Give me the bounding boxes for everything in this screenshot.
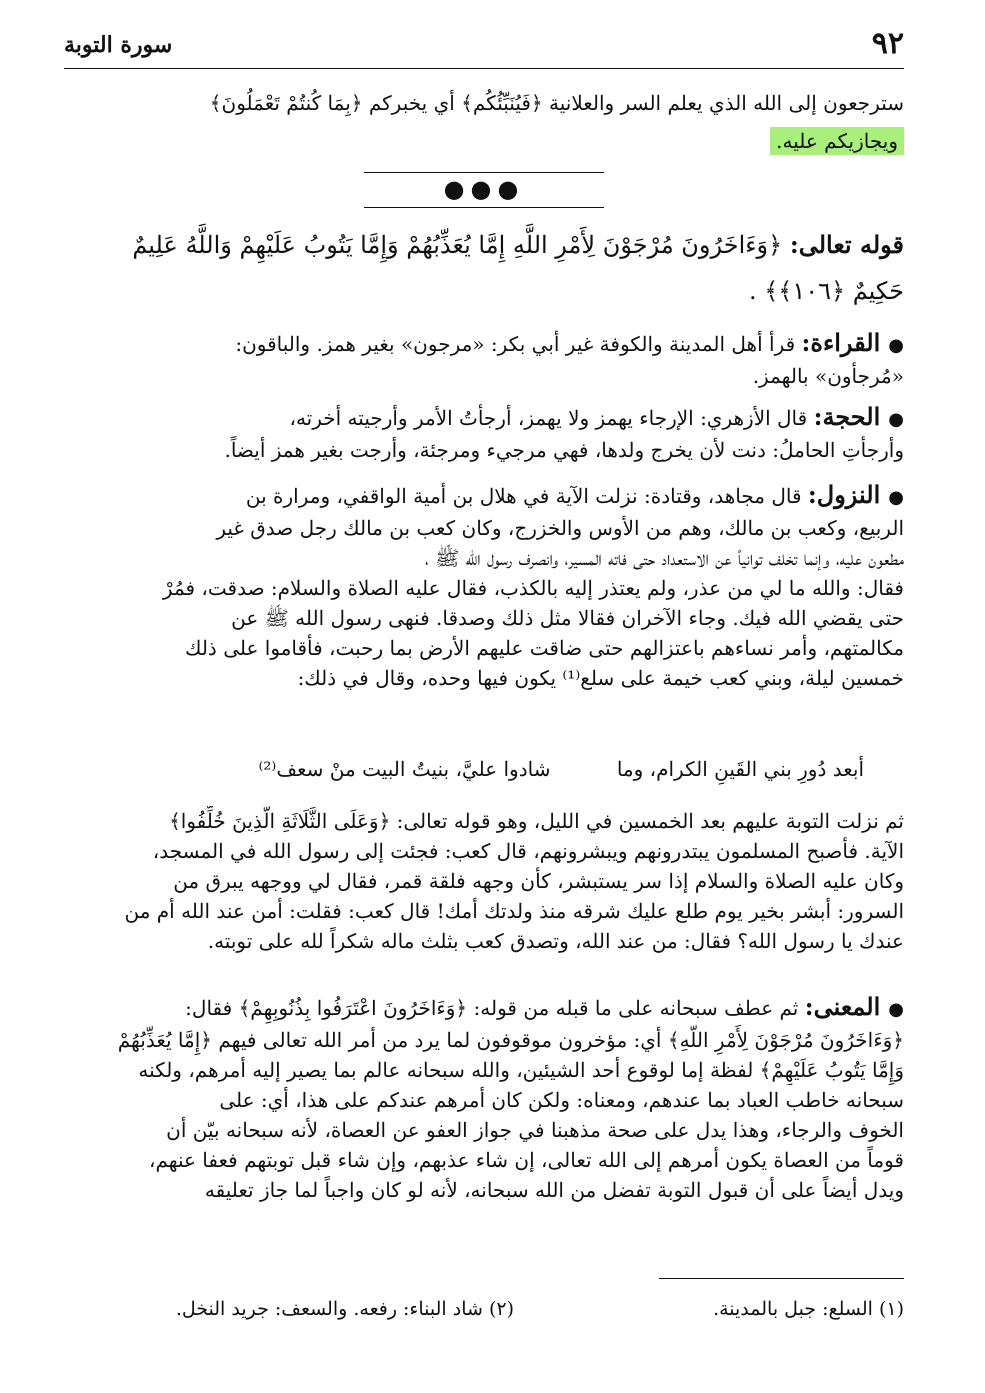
text-line	[64, 402, 904, 435]
text-line: فقال: والله ما لي من عذر، ولم يعتذر إليه بالكذب، فقال عليه الصلاة والسلام: صدقت، فمُرْ	[162, 576, 904, 600]
text-line: مكالمتهم، وأمر نساءهم باعتزالهم حتى ضاقت عليهم الأرض بما رحبت، فأقاموا على ذلك	[184, 636, 904, 660]
text-line	[64, 480, 904, 513]
verse-text: ﴿وَءَاخَرُونَ مُرْجَوْنَ لِأَمْرِ اللَّهِ إِمَّا يُعَذِّبُهُمْ وَإِمَّا يَتُوبُ عَلَيْهِمْ وَاللَّهُ عَلِيمٌ	[132, 231, 783, 259]
line-text: قال مجاهد، وقتادة: نزلت الآية في هلال بن أمية الواقفي، ومرارة بن	[245, 484, 802, 508]
hujja-section	[64, 402, 904, 465]
text-line: خمسين ليلة، وبني كعب خيمة على سلع⁽¹⁾ يكون فيها وحده، وقال في ذلك:	[297, 666, 904, 690]
bullet-icon: ●	[888, 409, 904, 430]
highlighted-text[interactable]: ويجازيكم عليه.	[770, 127, 904, 155]
section-term: القراءة:	[801, 328, 881, 357]
book-page	[64, 0, 904, 1393]
text-line	[64, 992, 904, 1025]
section-term: الحجة:	[813, 402, 881, 431]
surah-title: سورة التوبة	[64, 32, 173, 58]
text-line: ويدل أيضاً على أن قبول التوبة تفضل من الله سبحانه، لأنه لو كان واجباً لما جاز تعليقه	[204, 1178, 904, 1202]
footnote-rule	[659, 1278, 904, 1279]
footnotes	[64, 1298, 904, 1328]
text-line: عندك يا رسول الله؟ فقال: من عند الله، وتصدق كعب بثلث ماله شكراً لله على توبته.	[207, 929, 904, 953]
intro-paragraph	[64, 88, 904, 156]
separator-dots: ●●●	[443, 175, 525, 203]
footnote-2: (٢) شاد البناء: رفعه. والسعف: جريد النخل.	[175, 1298, 514, 1320]
text-line: ﴿وَءَاخَرُونَ مُرْجَوْنَ لِأَمْرِ اللَّهِ﴾ أي: مؤخرون موقوفون لما يرد من أمر الله تعالى فيهم ﴿إِمَّا يُعَذِّبُهُمْ	[117, 1028, 904, 1052]
text-line: الآية. فأصبح المسلمون يبتدرونهم ويبشرونهم، قال كعب: فجئت إلى رسول الله في المسجد،	[152, 839, 904, 863]
text-line: سترجعون إلى الله الذي يعلم السر والعلانية ﴿فَيُنَبِّئُكُم﴾ أي يخبركم ﴿بِمَا كُنتُمْ تَعْمَلُونَ﴾	[209, 91, 904, 115]
header-rule	[64, 68, 904, 69]
text-line	[64, 328, 904, 361]
text-line: الربيع، وكعب بن مالك، وهم من الأوس والخزرج، وكان كعب بن مالك رجل صدق غير	[216, 516, 904, 540]
text-line: قوماً من العصاة يكون أمرهم إلى الله تعالى، إن شاء عذبهم، وإن شاء قبل توبتهم فعفا عنهم،	[149, 1148, 904, 1172]
separator-rule-top	[364, 172, 604, 173]
poem-hemistich-second: شادوا عليَّ، بنيتُ البيت منْ سعف⁽²⁾	[258, 757, 551, 781]
text-line: ثم نزلت التوبة عليهم بعد الخمسين في الليل، وهو قوله تعالى: ﴿وَعَلَى الثَّلَاثَةِ الَّذِينَ خُلِّفُوا﴾	[169, 809, 904, 833]
bullet-icon: ●	[888, 487, 904, 508]
verse-line	[64, 222, 904, 268]
text-line: الخوف والرجاء، وهذا يدل على صحة مذهبنا في جواز العفو عن العصاة، لأنه سبحانه بيّن أن	[166, 1118, 904, 1142]
section-separator	[364, 172, 604, 208]
poem-verse	[198, 757, 864, 781]
line-text: قرأ أهل المدينة والكوفة غير أبي بكر: «مرجون» بغير همز. والباقون:	[235, 332, 796, 356]
verse-block	[64, 222, 904, 314]
bullet-icon: ●	[888, 999, 904, 1020]
qiraa-section	[64, 328, 904, 391]
line-text: قال الأزهري: الإرجاء يهمز ولا يهمز، أرجأتُ الأمر وأرجيته أخرته،	[289, 406, 808, 430]
page-number: ٩٢	[871, 26, 904, 61]
section-term: المعنى:	[804, 992, 881, 1021]
footnote-1: (١) السلع: جبل بالمدينة.	[713, 1298, 904, 1320]
page-header	[64, 26, 904, 64]
line-text: ثم عطف سبحانه على ما قبله من قوله: ﴿وَءَاخَرُونَ اعْتَرَفُوا بِذُنُوبِهِمْ﴾ فقال:	[185, 996, 799, 1020]
after-poem-paragraph	[64, 806, 904, 956]
verse-label: قوله تعالى:	[789, 230, 904, 259]
text-line: حتى يقضي الله فيك. وجاء الآخران فقالا مثل ذلك وصدقا. فنهى رسول الله ﷺ عن	[231, 606, 904, 630]
text-line: السرور: أبشر بخير يوم طلع عليك شرقه منذ ولدتك أمك! قال كعب: فقلت: أمن عند الله أم من	[124, 899, 904, 923]
nuzul-section	[64, 480, 904, 693]
verse-line: حَكِيمٌ ﴿١٠٦﴾﴾ .	[748, 277, 904, 305]
separator-rule-bottom	[364, 207, 604, 208]
bullet-icon: ●	[888, 335, 904, 356]
text-line: مطعون عليه، وإنما تخلف توانياً عن الاستعداد حتى فاته المسير، وانصرف رسول الله ﷺ ،	[424, 546, 904, 570]
text-line: «مُرجأون» بالهمز.	[752, 364, 904, 388]
poem-hemistich-first: أبعد دُورِ بني القَينِ الكرام، وما	[616, 757, 864, 781]
text-line: وَإِمَّا يَتُوبُ عَلَيْهِمْ﴾ لفظة إما لوقوع أحد الشيئين، والله سبحانه عالم بما يصير إليه أمرهم، ولكنه	[138, 1058, 904, 1082]
text-line	[64, 126, 904, 156]
text-line: سبحانه خاطب العباد بما عندهم، ومعناه: ولكن كان أمرهم عندكم على هذا، أي: على	[219, 1088, 904, 1112]
text-line: وكان عليه الصلاة والسلام إذا سر يستبشر، كأن وجهه فلقة قمر، فقال لي ووجهه يبرق من	[173, 869, 904, 893]
section-term: النزول:	[807, 480, 881, 509]
text-line: وأرجأتِ الحاملُ: دنت لأن يخرج ولدها، فهي مرجيء ومرجئة، وأرجت بغير همز أيضاً.	[224, 438, 904, 462]
maana-section	[64, 992, 904, 1205]
